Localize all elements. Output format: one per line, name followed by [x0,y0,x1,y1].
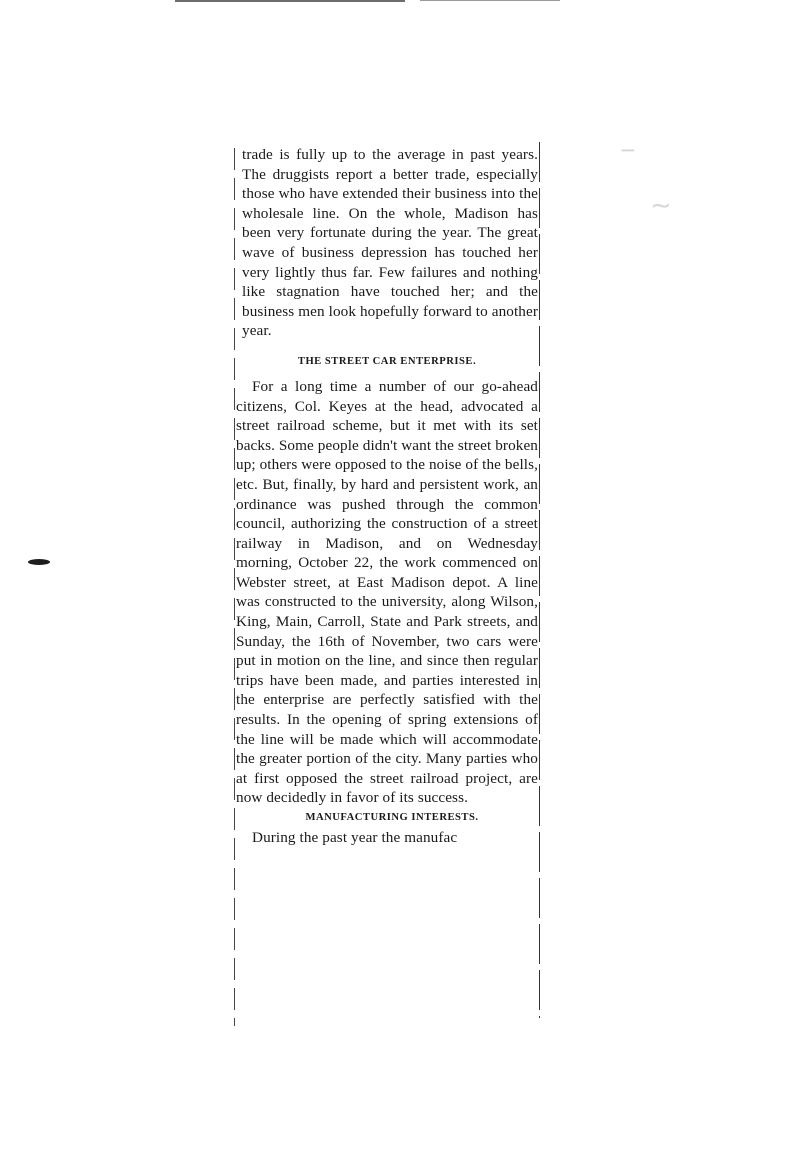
ink-blot [28,559,50,565]
manufacturing-paragraph: During the past year the manufac [252,829,458,846]
column-right-rule [539,142,540,1018]
faint-pencil-mark: − [620,135,636,165]
street-car-heading: THE STREET CAR ENTERPRISE. [297,355,477,367]
article-column [236,145,538,848]
street-car-paragraph: For a long time a number of our go-ahead citizens, Col. Keyes at the head, advocated a street railroad scheme, but it met with its set backs. Some people didn't want the street broken up; others were opposed to the noise of the bells, etc. But, finally, by hard and persistent work, an ordinance was pushed through the common council, authorizing the construction of a street railway in Madison, and on Wednesday morning, October 22, the work commenced on Webster street, at East Madison depot. A line was constructed to the university, along Wilson, King, Main, Carroll, State and Park streets, and Sunday, the 16th of November, two cars were put in motion on the line, and since then regular trips have been made, and parties interested in the enterprise are perfectly satisfied with the results. In the opening of spring extensions of the line will be made which will accommodate the greater portion of the city. Many parties who at first opposed the street railroad project, are now decidedly in favor of its success. [236,377,538,807]
faint-pencil-mark: ∼ [650,190,672,220]
top-edge-rule [175,0,405,2]
column-left-rule [234,148,235,1026]
top-edge-rule-secondary [420,0,560,1]
manufacturing-heading: MANUFACTURING INTERESTS. [305,812,479,823]
intro-paragraph: trade is fully up to the average in past years. The druggists report a better trade, especially those who have extended their business into the wholesale line. On the whole, Madison has been very fortunate during the year. The great wave of business depression has touched her very lightly thus far. Few failures and nothing like stagnation have touched her; and the business men look hopefully forward to another year. [242,146,538,340]
